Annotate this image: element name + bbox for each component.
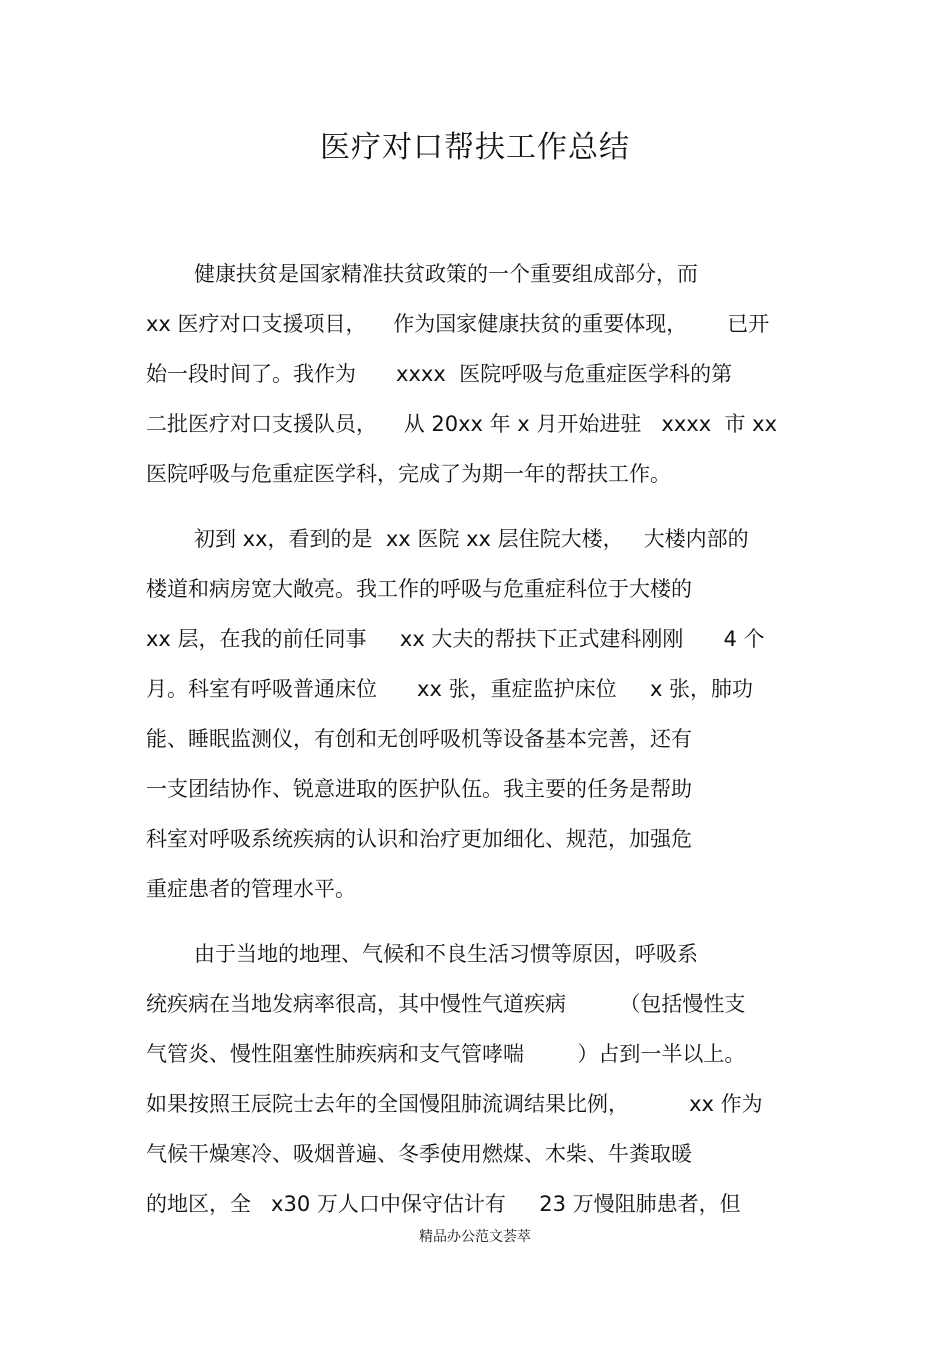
paragraph-line: 重症患者的管理水平。 — [146, 877, 356, 901]
paragraph-line: 健康扶贫是国家精准扶贫政策的一个重要组成部分，而 — [194, 262, 698, 286]
paragraph-line: xx 医疗对口支援项目， 作为国家健康扶贫的重要体现， 已开 — [146, 312, 770, 336]
paragraph-3 — [146, 929, 811, 1229]
paragraph-line: 科室对呼吸系统疾病的认识和治疗更加细化、规范，加强危 — [146, 827, 692, 851]
paragraph-line: 初到 xx，看到的是 xx 医院 xx 层住院大楼， 大楼内部的 — [194, 527, 749, 551]
paragraph-line: 能、睡眠监测仪，有创和无创呼吸机等设备基本完善，还有 — [146, 727, 692, 751]
paragraph-line: xx 层，在我的前任同事 xx 大夫的帮扶下正式建科刚刚 4 个 — [146, 627, 765, 651]
paragraph-line: 二批医疗对口支援队员， 从 20xx 年 x 月开始进驻 xxxx 市 xx — [146, 412, 778, 436]
paragraph-line: 楼道和病房宽大敞亮。我工作的呼吸与危重症科位于大楼的 — [146, 577, 692, 601]
paragraph-line: 的地区，全 x30 万人口中保守估计有 23 万慢阻肺患者，但 — [146, 1192, 741, 1216]
paragraph-line: 始一段时间了。我作为 xxxx 医院呼吸与危重症医学科的第 — [146, 362, 733, 386]
paragraph-line: 医院呼吸与危重症医学科，完成了为期一年的帮扶工作。 — [146, 462, 671, 486]
paragraph-line: 由于当地的地理、气候和不良生活习惯等原因，呼吸系 — [194, 942, 698, 966]
paragraph-line: 气管炎、慢性阻塞性肺疾病和支气管哮喘 ）占到一半以上。 — [146, 1042, 746, 1066]
paragraph-line: 月。科室有呼吸普通床位 xx 张，重症监护床位 x 张，肺功 — [146, 677, 754, 701]
paragraph-line: 统疾病在当地发病率很高，其中慢性气道疾病 （包括慢性支 — [146, 992, 746, 1016]
paragraph-line: 一支团结协作、锐意进取的医护队伍。我主要的任务是帮助 — [146, 777, 692, 801]
document-title: 医疗对口帮扶工作总结 — [320, 130, 630, 165]
page-footer: 精品办公范文荟萃 — [419, 1229, 531, 1245]
paragraph-1 — [146, 249, 811, 499]
paragraph-line: 气候干燥寒冷、吸烟普遍、冬季使用燃煤、木柴、牛粪取暖 — [146, 1142, 692, 1166]
paragraph-2 — [146, 514, 811, 914]
paragraph-line: 如果按照王辰院士去年的全国慢阻肺流调结果比例， xx 作为 — [146, 1092, 763, 1116]
